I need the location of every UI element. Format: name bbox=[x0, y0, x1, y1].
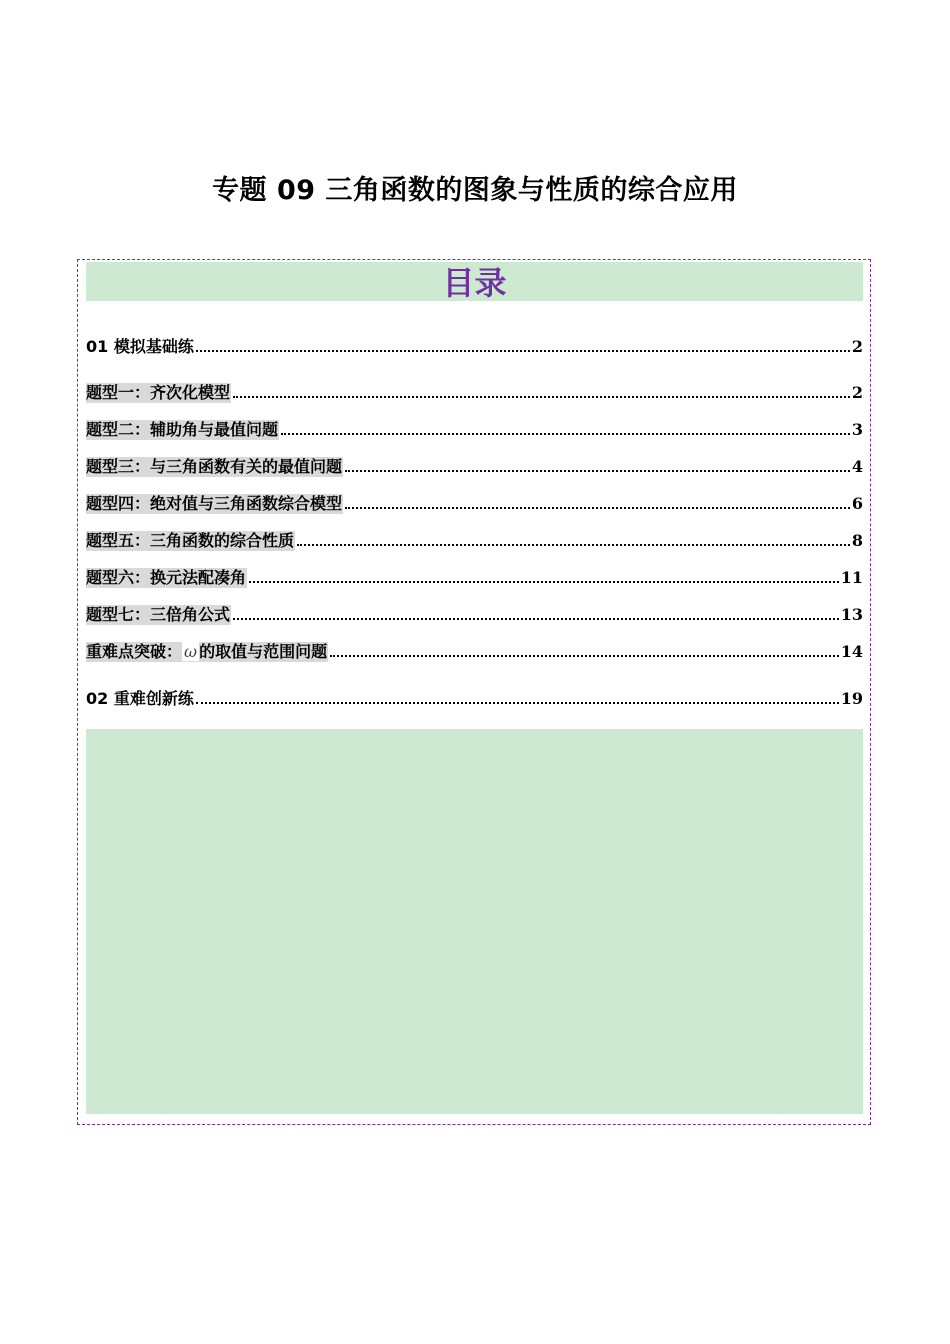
toc-entry-page: 4 bbox=[851, 457, 863, 476]
document-title: 专题 09 三角函数的图象与性质的综合应用 bbox=[212, 175, 738, 206]
toc-leader-dots bbox=[233, 395, 850, 398]
toc-leader-dots bbox=[345, 469, 850, 472]
toc-entry-label: 题型二：辅助角与最值问题 bbox=[86, 420, 279, 439]
toc-entry-page: 2 bbox=[851, 383, 863, 402]
toc-entry-page: 8 bbox=[851, 531, 863, 550]
toc-entry-section-01[interactable] bbox=[86, 333, 863, 357]
toc-entry-type-6[interactable] bbox=[86, 564, 863, 588]
toc-leader-dots bbox=[281, 432, 850, 435]
toc-entry-section-02[interactable] bbox=[86, 685, 863, 709]
omega-symbol: ω bbox=[184, 642, 198, 661]
toc-entry-label: 题型三：与三角函数有关的最值问题 bbox=[86, 457, 343, 476]
toc-entry-page: 14 bbox=[840, 642, 863, 661]
toc-entry-page: 11 bbox=[840, 568, 863, 587]
toc-entry-type-3[interactable] bbox=[86, 453, 863, 477]
toc-leader-dots bbox=[330, 654, 839, 657]
toc-entry-breakthrough[interactable] bbox=[86, 638, 863, 662]
toc-leader-dots bbox=[249, 580, 839, 583]
toc-heading: 目录 bbox=[86, 262, 863, 301]
toc-entry-page: 3 bbox=[851, 420, 863, 439]
toc-entry-label: 题型六：换元法配凑角 bbox=[86, 568, 247, 587]
toc-entry-page: 2 bbox=[851, 337, 863, 356]
toc-entry-label-suffix: 的取值与范围问题 bbox=[199, 642, 328, 661]
toc-entry-label: 题型四：绝对值与三角函数综合模型 bbox=[86, 494, 343, 513]
toc-entry-label: 题型一：齐次化模型 bbox=[86, 383, 231, 402]
toc-entry-type-2[interactable] bbox=[86, 416, 863, 440]
toc-entry-label: 02 重难创新练 bbox=[86, 689, 194, 708]
toc-entry-type-5[interactable] bbox=[86, 527, 863, 551]
toc-entry-type-4[interactable] bbox=[86, 490, 863, 514]
toc-leader-dots bbox=[233, 617, 839, 620]
toc-entry-label bbox=[86, 642, 328, 662]
toc-entry-type-1[interactable] bbox=[86, 379, 863, 403]
toc-leader-dots bbox=[297, 543, 850, 546]
toc-entry-label: 题型七：三倍角公式 bbox=[86, 605, 231, 624]
toc-leader-dots bbox=[196, 349, 850, 352]
toc-entry-page: 6 bbox=[851, 494, 863, 513]
toc-entry-label: 01 模拟基础练 bbox=[86, 337, 194, 356]
toc-leader-dots bbox=[196, 701, 839, 704]
toc-entry-page: 19 bbox=[840, 689, 863, 708]
toc-entry-type-7[interactable] bbox=[86, 601, 863, 625]
toc-leader-dots bbox=[345, 506, 850, 509]
toc-entry-label-prefix: 重难点突破： bbox=[86, 642, 183, 661]
content-placeholder-box bbox=[86, 729, 863, 1114]
toc-entry-label: 题型五：三角函数的综合性质 bbox=[86, 531, 295, 550]
toc-entry-page: 13 bbox=[840, 605, 863, 624]
